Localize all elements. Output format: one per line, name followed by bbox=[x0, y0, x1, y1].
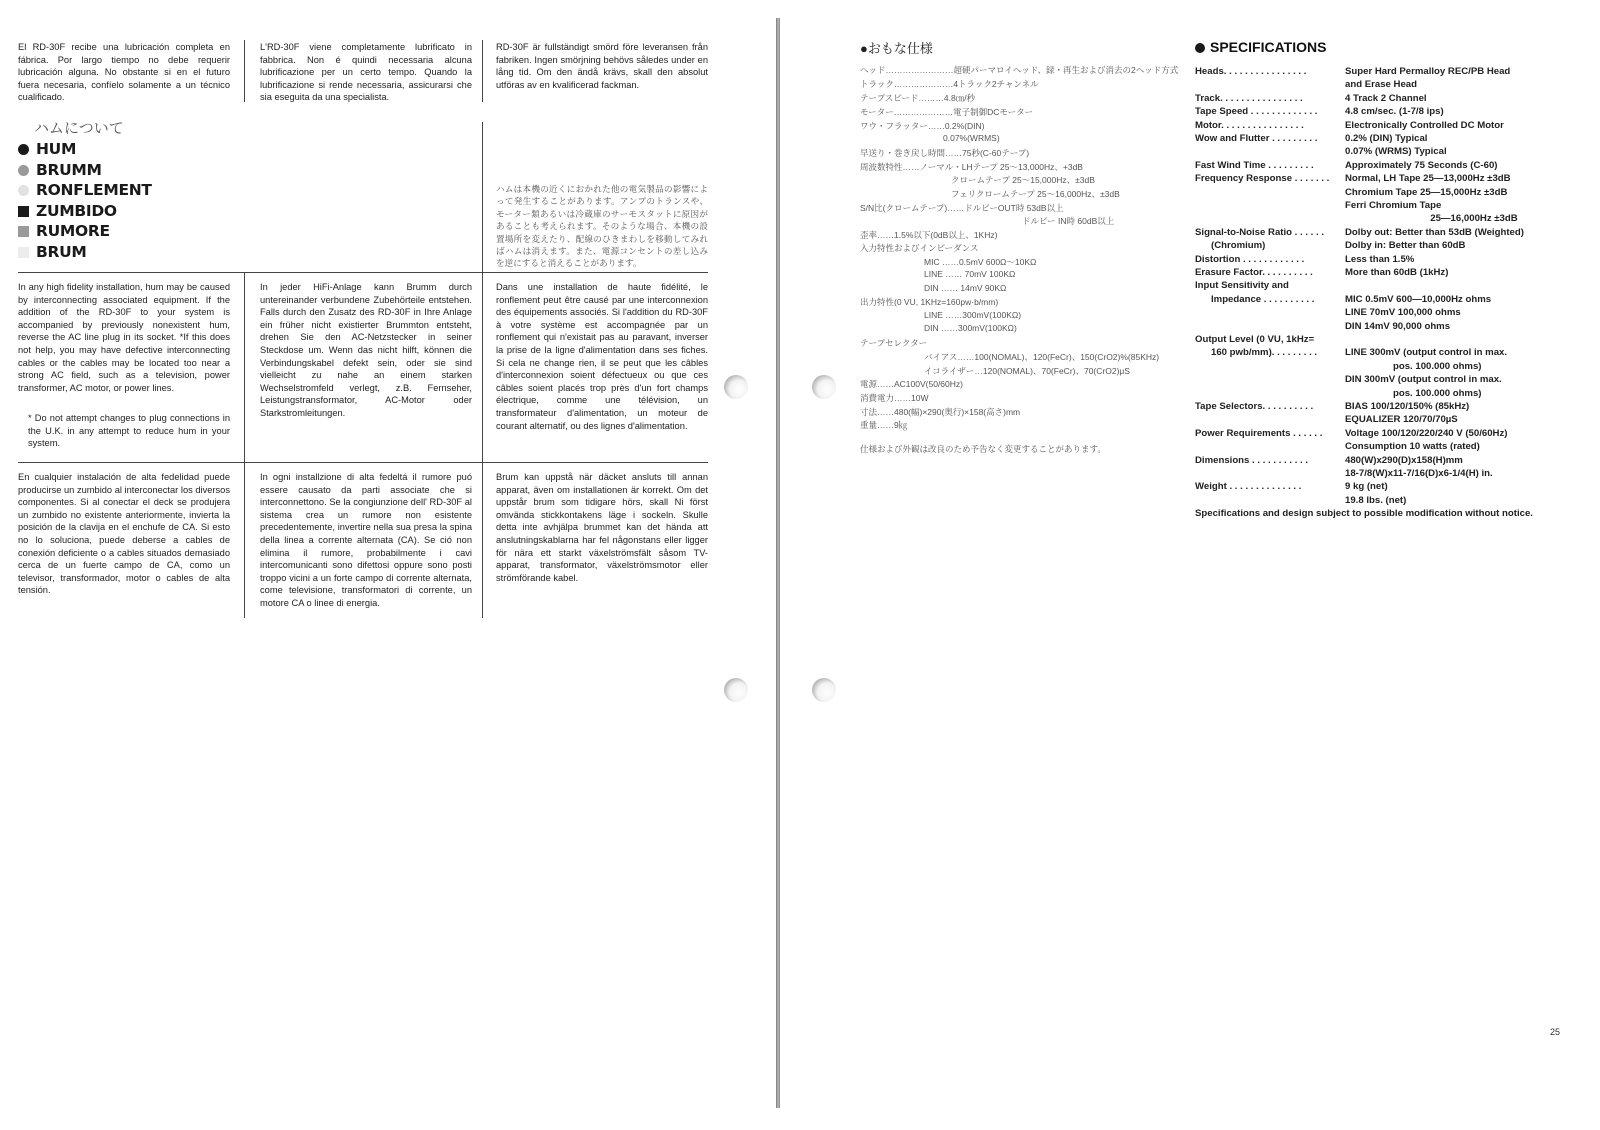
spec-heading: SPECIFICATIONS bbox=[1195, 39, 1326, 57]
hum-title-sv: BRUM bbox=[18, 242, 152, 263]
jp-spec-line: DIN ……300mV(100KΩ) bbox=[924, 323, 1017, 333]
jp-spec-line: S/N比(クロームテープ)……ドルビーOUT時 53dB以上 bbox=[860, 203, 1064, 213]
light-square-icon bbox=[18, 247, 29, 258]
jp-spec-line: DIN …… 14mV 90KΩ bbox=[924, 283, 1007, 293]
jp-spec-line: フェリクロームテープ 25～16,000Hz、±3dB bbox=[951, 189, 1120, 199]
grey-square-icon bbox=[18, 226, 29, 237]
hum-title-list bbox=[18, 139, 152, 263]
light-circle-icon bbox=[18, 185, 29, 196]
hum-title-de: BRUMM bbox=[18, 160, 152, 181]
hum-text-de: In jeder HiFi-Anlage kann Brumm durch untereinander verbundene Zubehörteile entstehen. Falls durch den Zusatz des RD-30F in Ihre Anlage ein früher nicht existierter Brummton entsteht, drehen Sie den AC-Netzstecker in seiner Steckdose um. Wenn das nicht hilft, können die Verbindungskabel defekt sein, oder sie sind vielleicht zu nahe an einem starken Wechselstromfeld verlegt, z.B. Fernseher, Leistungstransformator, AC-Motor oder Starkstromleitungen. bbox=[260, 282, 472, 418]
lubrication-text-es: El RD-30F recibe una lubricación completa en fábrica. Por largo tiempo no debe requerir lubricación alguna. No obstante si en el futuro fuera necesaria, confíelo solamente a un técnico cualificado. bbox=[18, 42, 230, 103]
hum-text-es: En cualquier instalación de alta fedelidad puede producirse un zumbido al interconectar los diversos componentes. Si al conectar el deck se produjera un zumbido no existente anteriormente, invierta la posición de la clavija en el enchufe de CA. Si esto no lo soluciona, puede deberse a cables de conexión deficiente o a cables situados demasiado cerca de un fuerte campo de CA, como un televisor, transformador, motor o cables de alta tensión. bbox=[18, 472, 230, 596]
hum-title-en: HUM bbox=[18, 139, 152, 160]
hum-text-jp: ハムは本機の近くにおかれた他の電気製品の影響によって発生することがあります。アンプのトランスや、モーター類あるいは冷蔵庫のサーモスタットに原因があることも考えられます。そのような場合、本機の設置場所を変えたり、配線のひきまわしを移動してみればハムは消えます。また、電源コンセントの差し込みを逆にすると消えることがあります。 bbox=[496, 184, 708, 269]
column-divider bbox=[482, 122, 483, 272]
hum-text-it: In ogni installzione di alta fedeltá il rumore puó essere causato da parti associate che si interconnettono. Se la congiunzione dell' RD-30F al sistema crea un rumore non esistente precedentemente, invertire nella sua presa la spina della linea a corrente alternata (CA). Se ció non elimina il rumore, probabilmente i cavi intercomunicanti sono difettosi oppure sono posti troppo vicini a un forte campo di corrente alternata, come televisione, transformatori di corrente, un motore CA o linee di energia. bbox=[260, 472, 472, 608]
column-divider bbox=[244, 272, 245, 618]
jp-spec-line: 周波数特性……ノーマル・LHテープ 25～13,000Hz、+3dB bbox=[860, 162, 1083, 172]
jp-spec-line: MIC ……0.5mV 600Ω～10KΩ bbox=[924, 257, 1037, 267]
row-divider bbox=[18, 272, 708, 273]
hum-text-sv: Brum kan uppstå när däcket ansluts till annan apparat, även om installationen är korrekt. Om det uppstår brum som tidigare hörs, skall Ni först omvända stickkontakens läge i sockeln. Skulle detta inte avhjälpa brummet kan det hända att anslutningskablarna har fel någonstans eller ligger för nära ett starkt växelströmsfält såsom TV-apparat, transformator, växelströmsmotor eller strömförande kabel. bbox=[496, 472, 708, 583]
black-square-icon bbox=[18, 206, 29, 217]
spec-table: Heads. . . . . . . . . . . . . . . . Super Hard Permalloy REC/PB Head and Erase Head Track. . . . . . . . . . . . . . . . 4 Track 2 Channel Tape Speed . . . . . . . . . . . . . 4.8 cm/sec. (1-7/8 ips) Motor. . . . . . . . . . . . . . . . Electronically Controlled DC Motor Wow and Flutter . . . . . . . . . 0.2% (DIN) Typical 0.07% (WRMS) Typical Fast Wind Time . . . . . . . . . Approximately 75 Seconds (C-60) Frequency Response . . . . . . . Normal, LH Tape 25—13,000Hz ±3dB Chromium Tape 25—15,000Hz ±3dB Ferri Chromium Tape 25—16,000Hz ±3dB Signal-to-Noise Ratio . . . . . . Dolby out: Better than 53dB (Weighted) (Chromium) Dolby in: Better than 60dB Distortion . . . . . . . . . . . . Less than 1.5% Erasure Factor. . . . . . . . . . More than 60dB (1kHz) Input Sensitivity and Impedance . . . . . . . . . . MIC 0.5mV 600—10,000Hz ohms LINE 70mV 100,000 ohms DIN 14mV 90,000 ohms Output Level (0 VU, 1kHz= 160 pwb/mm). . . . . . . . . LINE 300mV (output control in max. pos. 100.000 ohms) DIN 300mV (output control in max. pos. 100.000 ohms) Tape Selectors. . . . . . . . . . BIAS 100/120/150% (85kHz) EQUALIZER 120/70/70µS Power Requirements . . . . . . Voltage 100/120/220/240 V (50/60Hz) Consumption 10 watts (rated) Dimensions . . . . . . . . . . . 480(W)x290(D)x158(H)mm 18-7/8(W)x11-7/16(D)x6-1/4(H) in. Weight . . . . . . . . . . . . . . 9 kg (net) 19.8 lbs. (net) Specifications and design subject to possible modification without notice. bbox=[1195, 66, 1533, 520]
jp-spec-line: 消費電力……10W bbox=[860, 393, 929, 403]
binding-hole bbox=[812, 678, 836, 702]
binding-hole bbox=[812, 375, 836, 399]
hum-text-en: In any high fidelity installation, hum may be caused by interconnecting associated equipment. If the addition of the RD-30F to your system is accompanied by previously nonexistent hum, reverse the AC line plug in its socket. *If this does not help, you may have defective interconnecting cables or the cables may be located too near a strong AC field, such as a television, power transformer, AC motor, or power lines. bbox=[18, 282, 230, 393]
hum-text-en-note: * Do not attempt changes to plug connections in the U.K. in any attempt to reduce hum in your system. bbox=[28, 413, 230, 449]
jp-spec-line: 出力特性(0 VU, 1KHz=160pw·b/mm) bbox=[860, 297, 999, 307]
jp-spec-line: ドルビー IN時 60dB以上 bbox=[1022, 216, 1115, 226]
spec-footnote: Specifications and design subject to possible modification without notice. bbox=[1195, 508, 1533, 520]
jp-spec-line: LINE ……300mV(100KΩ) bbox=[924, 310, 1022, 320]
jp-spec-line: イコライザー…120(NOMAL)、70(FeCr)、70(CrO2)μS bbox=[924, 366, 1130, 376]
jp-spec-line: 入力特性およびインピーダンス bbox=[860, 243, 979, 253]
column-divider bbox=[482, 272, 483, 618]
hum-heading-jp: ハムについて bbox=[34, 120, 124, 137]
jp-spec-line: テープスピード………4.8㎝/秒 bbox=[860, 93, 976, 103]
jp-spec-line: 重量……9㎏ bbox=[860, 420, 908, 430]
jp-spec-line: クロームテープ 25～15,000Hz、±3dB bbox=[951, 175, 1095, 185]
jp-spec-line: ヘッド……………………超硬パーマロイヘッド、録・再生および消去の2ヘッド方式 bbox=[860, 65, 1179, 75]
hum-text-fr: Dans une installation de haute fidélité, le ronflement peut être causé par une interconnexion des équipements associés. Si l'addition du RD-30F à votre système est accompagnée par un ronflement qui n'existait pas au paravant, inverser la prise de la ligne d'alimentation dans ses fiches. Si cela ne change rien, il se peut que les câbles d'interconnexion soient défectueux ou que ces câbles soient placés trop près d'un fort champs électrique, comme une télévision, un transformateur d'alimentation, un moteur de courant alternatif, ou des lignes d'alimentation. bbox=[496, 282, 708, 431]
jp-spec-line: 歪率……1.5%以下(0dB以上、1KHz) bbox=[860, 230, 998, 240]
hum-title-fr: RONFLEMENT bbox=[18, 180, 152, 201]
black-circle-icon bbox=[18, 144, 29, 155]
jp-spec-line: 0.07%(WRMS) bbox=[943, 133, 1000, 143]
grey-circle-icon bbox=[18, 165, 29, 176]
jp-spec-line: モーター…………………電子制御DCモーター bbox=[860, 107, 1034, 117]
row-divider bbox=[18, 462, 708, 463]
jp-spec-line: トラック…………………4トラック2チャンネル bbox=[860, 79, 1039, 89]
jp-spec-line: LINE …… 70mV 100KΩ bbox=[924, 269, 1016, 279]
page-fold bbox=[776, 18, 780, 1108]
jp-spec-line: テープセレクター bbox=[860, 338, 928, 348]
jp-spec-heading: ●おもな仕様 bbox=[860, 41, 933, 56]
black-circle-icon bbox=[1195, 43, 1205, 53]
page-number: 25 bbox=[1550, 1027, 1561, 1037]
jp-spec-line: 寸法……480(幅)×290(奥行)×158(高さ)mm bbox=[860, 407, 1021, 417]
jp-spec-line: 電源……AC100V(50/60Hz) bbox=[860, 379, 963, 389]
hum-title-es: ZUMBIDO bbox=[18, 201, 152, 222]
binding-hole bbox=[724, 375, 748, 399]
column-divider bbox=[244, 40, 245, 102]
column-divider bbox=[482, 40, 483, 102]
lubrication-text-it: L'RD-30F viene completamente lubrificato in fabbrica. Non é quindi necessaria alcuna lubrificazione per un certo tempo. Quando la lubrificazione si rende necessaria, assicurarsi che sia eseguita da una specialista. bbox=[260, 42, 472, 103]
jp-spec-line: 早送り・巻き戻し時間……75秒(C-60テープ) bbox=[860, 148, 1030, 158]
jp-spec-line: ワウ・フラッター……0.2%(DIN) bbox=[860, 121, 985, 131]
jp-spec-note: 仕様および外観は改良のため予告なく変更することがあります。 bbox=[860, 444, 1106, 454]
jp-spec-line: バイアス……100(NOMAL)、120(FeCr)、150(CrO2)%(85KHz) bbox=[924, 352, 1160, 362]
hum-title-it: RUMORE bbox=[18, 221, 152, 242]
lubrication-text-sv: RD-30F är fullständigt smörd före leveransen från fabriken. Ingen smörjning behövs således under en lång tid. Om den ändå krävs, skall den absolut utföras av en kvalificerad fackman. bbox=[496, 42, 708, 90]
binding-hole bbox=[724, 678, 748, 702]
